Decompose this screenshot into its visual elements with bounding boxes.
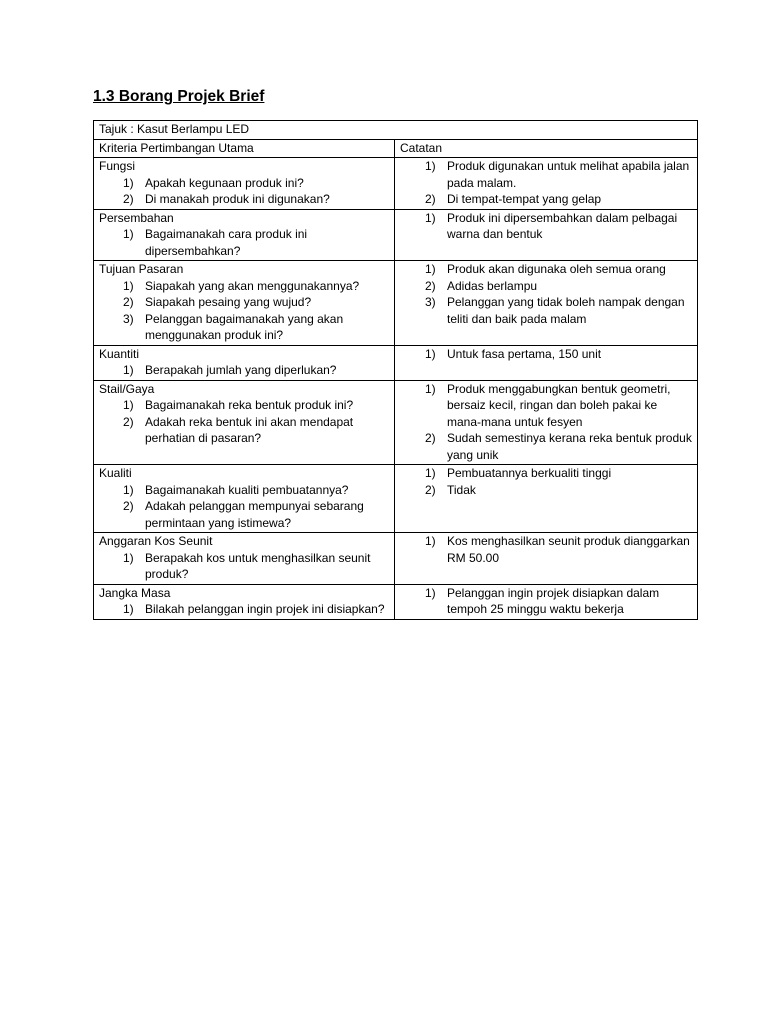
question-list (99, 601, 389, 618)
criteria-label: Anggaran Kos Seunit (99, 534, 213, 548)
item-text: Produk akan digunaka oleh semua orang (447, 262, 666, 276)
criteria-cell (94, 465, 395, 533)
note-item (400, 278, 692, 295)
header-row (94, 139, 698, 158)
question-list (99, 482, 389, 532)
table-body (94, 121, 698, 620)
question-item (99, 414, 389, 447)
question-list (99, 362, 389, 379)
question-item (99, 175, 389, 192)
item-number: 1) (123, 363, 134, 377)
question-item (99, 550, 389, 583)
item-number: 1) (425, 381, 436, 396)
note-item (400, 533, 692, 566)
criteria-label: Stail/Gaya (99, 381, 155, 396)
item-text: Adidas berlampu (447, 278, 538, 293)
item-text: Tidak (447, 482, 476, 497)
item-number: 1) (425, 346, 436, 361)
note-item (400, 261, 692, 278)
criteria-label: Kuantiti (99, 346, 140, 361)
notes-cell (395, 158, 698, 210)
notes-cell (395, 380, 698, 465)
item-text: Produk ini dipersembahkan dalam pelbagai warna dan bentuk (447, 210, 678, 241)
question-item (99, 311, 389, 344)
column-header-notes: Catatan (395, 139, 698, 158)
notes-cell (395, 345, 698, 380)
question-list (99, 226, 389, 259)
criteria-label: Jangka Masa (99, 585, 171, 600)
item-number: 1) (425, 159, 436, 173)
item-number: 1) (123, 227, 134, 241)
item-number: 1) (123, 482, 134, 497)
note-item (400, 294, 692, 327)
item-number: 1) (425, 534, 436, 548)
item-text: Pelanggan ingin projek disiapkan dalam tempoh 25 minggu waktu bekerja (447, 585, 660, 616)
note-list (400, 346, 692, 363)
item-text: Kos menghasilkan seunit produk dianggarkan RM 50.00 (447, 534, 690, 565)
item-text: Adakah reka bentuk ini akan mendapat perhatian di pasaran? (145, 414, 354, 445)
item-text: Untuk fasa pertama, 150 unit (447, 346, 602, 361)
item-text: Pembuatannya berkualiti tinggi (447, 466, 612, 480)
question-list (99, 397, 389, 447)
table-row (94, 209, 698, 261)
question-item (99, 362, 389, 379)
item-number: 2) (123, 414, 134, 429)
criteria-cell (94, 261, 395, 346)
note-item (400, 191, 692, 208)
item-number: 1) (123, 398, 134, 412)
notes-cell (395, 209, 698, 261)
question-item (99, 482, 389, 499)
notes-cell (395, 261, 698, 346)
question-list (99, 550, 389, 583)
item-number: 2) (425, 192, 436, 206)
note-item (400, 381, 692, 431)
criteria-label: Persembahan (99, 210, 174, 225)
notes-cell (395, 465, 698, 533)
item-number: 1) (425, 466, 436, 480)
item-text: Pelanggan bagaimanakah yang akan menggunakan produk ini? (145, 311, 344, 342)
table-row (94, 345, 698, 380)
item-number: 1) (425, 585, 436, 600)
question-list (99, 278, 389, 344)
item-text: Siapakah yang akan menggunakannya? (145, 278, 360, 293)
note-list (400, 585, 692, 618)
item-text: Produk menggabungkan bentuk geometri, bersaiz kecil, ringan dan boleh pakai ke mana-mana untuk fesyen (447, 381, 671, 429)
table-row (94, 261, 698, 346)
note-item (400, 482, 692, 499)
table-row (94, 380, 698, 465)
item-text: Di manakah produk ini digunakan? (145, 192, 330, 206)
table-title: Tajuk : Kasut Berlampu LED (94, 121, 698, 140)
item-number: 2) (425, 482, 436, 497)
note-list (400, 533, 692, 566)
note-item (400, 430, 692, 463)
item-number: 2) (123, 499, 134, 513)
note-item (400, 585, 692, 618)
item-number: 2) (425, 278, 436, 293)
criteria-cell (94, 380, 395, 465)
criteria-cell (94, 209, 395, 261)
item-text: Produk digunakan untuk melihat apabila jalan pada malam. (447, 159, 690, 190)
question-item (99, 278, 389, 295)
item-number: 1) (123, 602, 134, 616)
item-number: 2) (123, 295, 134, 309)
section-heading: 1.3 Borang Projek Brief (93, 88, 265, 105)
note-item (400, 346, 692, 363)
item-number: 1) (123, 278, 134, 293)
notes-cell (395, 533, 698, 585)
item-text: Berapakah kos untuk menghasilkan seunit produk? (145, 550, 371, 581)
note-list (400, 210, 692, 243)
table-row (94, 533, 698, 585)
item-text: Bagaimanakah reka bentuk produk ini? (145, 398, 354, 412)
item-number: 1) (425, 262, 436, 276)
criteria-cell (94, 158, 395, 210)
column-header-criteria: Kriteria Pertimbangan Utama (94, 139, 395, 158)
item-number: 3) (123, 311, 134, 326)
item-text: Adakah pelanggan mempunyai sebarang permintaan yang istimewa? (145, 499, 364, 530)
item-text: Bagaimanakah cara produk ini dipersembahkan? (145, 227, 308, 258)
project-brief-table (93, 120, 698, 620)
note-item (400, 158, 692, 191)
item-text: Sudah semestinya kerana reka bentuk produk yang unik (447, 431, 692, 462)
item-text: Di tempat-tempat yang gelap (447, 192, 602, 206)
note-list (400, 381, 692, 464)
question-item (99, 498, 389, 531)
note-list (400, 465, 692, 498)
criteria-cell (94, 345, 395, 380)
title-row (94, 121, 698, 140)
item-text: Bilakah pelanggan ingin projek ini disiapkan? (145, 602, 385, 616)
question-item (99, 397, 389, 414)
criteria-label: Tujuan Pasaran (99, 262, 184, 276)
item-number: 1) (123, 550, 134, 565)
item-text: Berapakah jumlah yang diperlukan? (145, 363, 337, 377)
item-text: Apakah kegunaan produk ini? (145, 175, 304, 190)
criteria-label: Kualiti (99, 466, 132, 480)
criteria-label: Fungsi (99, 159, 136, 173)
criteria-cell (94, 584, 395, 619)
question-item (99, 294, 389, 311)
item-text: Siapakah pesaing yang wujud? (145, 295, 312, 309)
item-number: 1) (425, 210, 436, 225)
note-list (400, 158, 692, 208)
item-text: Bagaimanakah kualiti pembuatannya? (145, 482, 349, 497)
table-row (94, 465, 698, 533)
table-row (94, 158, 698, 210)
notes-cell (395, 584, 698, 619)
item-text: Pelanggan yang tidak boleh nampak dengan teliti dan baik pada malam (447, 295, 685, 326)
criteria-cell (94, 533, 395, 585)
item-number: 2) (123, 192, 134, 206)
note-item (400, 210, 692, 243)
question-item (99, 191, 389, 208)
note-item (400, 465, 692, 482)
question-item (99, 601, 389, 618)
question-item (99, 226, 389, 259)
item-number: 1) (123, 175, 134, 190)
item-number: 2) (425, 431, 436, 445)
question-list (99, 175, 389, 208)
note-list (400, 261, 692, 327)
table-row (94, 584, 698, 619)
item-number: 3) (425, 295, 436, 309)
